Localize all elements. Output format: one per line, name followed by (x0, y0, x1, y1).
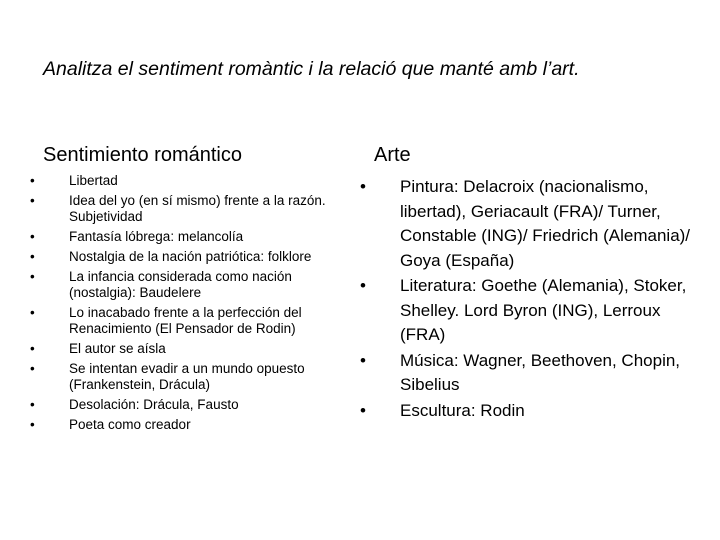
list-item (360, 175, 705, 273)
right-column-header: Arte (374, 144, 411, 166)
list-item-text: La infancia considerada como nación (nostalgia): Baudelere (69, 269, 292, 300)
list-item-text: Poeta como creador (69, 417, 191, 432)
list-item (30, 361, 350, 393)
romantic-sentiment-list (30, 173, 350, 437)
bullet-icon: • (30, 229, 35, 244)
list-item (30, 417, 350, 433)
bullet-icon: • (30, 249, 35, 264)
list-item (360, 399, 705, 424)
list-item (360, 349, 705, 398)
list-item (30, 193, 350, 225)
bullet-icon: • (30, 173, 35, 188)
bullet-icon: • (360, 177, 366, 196)
bullet-icon: • (30, 397, 35, 412)
list-item-text: Fantasía lóbrega: melancolía (69, 229, 244, 244)
list-item (30, 173, 350, 189)
bullet-icon: • (30, 361, 35, 376)
list-item-text: Libertad (69, 173, 118, 188)
list-item (30, 397, 350, 413)
list-item (30, 305, 350, 337)
list-item-text: Lo inacabado frente a la perfección del Renacimiento (El Pensador de Rodin) (69, 305, 302, 336)
list-item-text: Pintura: Delacroix (nacionalismo, libertad), Geriacault (FRA)/ Turner, Constable (ING)/ Friedrich (Alemania)/ Goya (España) (400, 177, 691, 270)
list-item (30, 341, 350, 357)
list-item-text: Idea del yo (en sí mismo) frente a la razón. Subjetividad (69, 193, 326, 224)
bullet-icon: • (30, 305, 35, 320)
list-item (30, 249, 350, 265)
list-item-text: Literatura: Goethe (Alemania), Stoker, Shelley. Lord Byron (ING), Lerroux (FRA) (400, 276, 687, 344)
list-item-text: Nostalgia de la nación patriótica: folklore (69, 249, 312, 264)
list-item (30, 269, 350, 301)
bullet-icon: • (360, 350, 366, 370)
bullet-icon: • (360, 400, 366, 420)
list-item (30, 229, 350, 245)
art-list (360, 175, 705, 424)
bullet-icon: • (30, 269, 35, 284)
bullet-icon: • (30, 341, 35, 356)
list-item-text: El autor se aísla (69, 341, 166, 356)
list-item-text: Se intentan evadir a un mundo opuesto (Frankenstein, Drácula) (69, 361, 305, 392)
bullet-icon: • (30, 193, 35, 208)
list-item (360, 274, 705, 348)
list-item-text: Desolación: Drácula, Fausto (69, 397, 239, 412)
list-item-text: Escultura: Rodin (400, 400, 525, 420)
list-item-text: Música: Wagner, Beethoven, Chopin, Sibelius (400, 350, 681, 394)
slide-title: Analitza el sentiment romàntic i la relació que manté amb l’art. (43, 58, 580, 80)
bullet-icon: • (360, 276, 366, 295)
left-column-header: Sentimiento romántico (43, 144, 242, 166)
bullet-icon: • (30, 417, 35, 432)
